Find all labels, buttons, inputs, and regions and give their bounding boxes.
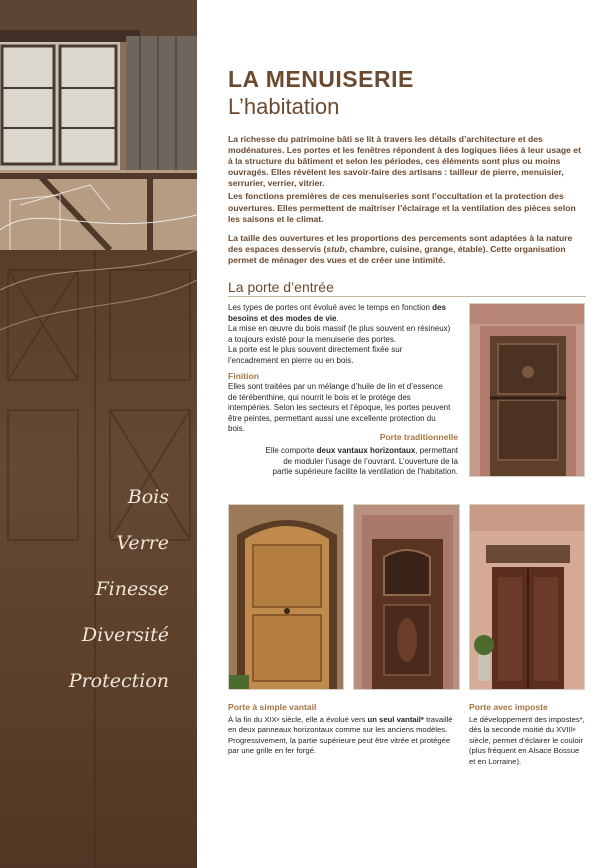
traditional-door-text: Elle comporte deux vantaux horizontaux, permettant de moduler l’usage de l’ouvrant. L’ouverture de la partie supérieure facilite la ventilation de l’habitation. — [265, 446, 458, 477]
intro-paragraph-2: Les fonctions premières de ces menuiseries sont l’occultation et la protection des ouvertures. Elles permettent de maîtriser l’éclairage et la ventilation des pièces selon les saisons et le climat. — [228, 191, 576, 224]
intro-paragraph-1: La richesse du patrimoine bâti se lit à travers les détails d’architecture et des modénatures. Les portes et les fenêtres répondent à des logiques liées à leur usage et à la structure du bâtiment et selon les périodes, ces éléments sont plus ou moins ouvragés. Elles révèlent les savoir-faire des artisans : tailleur de pierre, menuisier, serrurier, verrier, vitrier. — [228, 134, 581, 189]
keyword-bois: Bois — [127, 486, 169, 508]
page-subtitle: L’habitation — [228, 94, 340, 119]
transom-door-title: Porte avec imposte — [469, 702, 548, 712]
section-paragraph-2: La mise en œuvre du bois massif (le plus souvent en résineux) a toujours existé pour la menuiserie des portes. — [228, 324, 451, 344]
keyword-finesse: Finesse — [95, 578, 169, 600]
transom-door-text: Le développement des impostes*, dès la seconde moitié du XVIIIe siècle, permet d’éclairer le couloir (plus fréquent en Alsace Bossue et en Lorraine). — [469, 715, 585, 766]
keyword-list — [69, 482, 169, 712]
section-paragraph-3: La porte est le plus souvent directement fixée sur l’encadrement en pierre ou en bois. — [228, 345, 403, 365]
single-leaf-door-title: Porte à simple vantail — [228, 702, 317, 712]
traditional-door-title: Porte traditionnelle — [379, 432, 458, 442]
page-title: LA MENUISERIE — [228, 66, 414, 92]
traditional-door-photo — [469, 303, 585, 477]
section-paragraph-1: Les types de portes ont évolué avec le temps en fonction des besoins et des modes de vie. — [228, 303, 446, 323]
keyword-verre: Verre — [116, 532, 169, 554]
finition-text: Elles sont traitées par un mélange d’huile de lin et d’essence de térébenthine, qui nourrit le bois et le protège des intempéries. Selon les secteurs et l’époque, les portes peuvent être peintes, permettant aussi une excellente protection du bois. — [228, 382, 451, 434]
finition-title: Finition — [228, 371, 260, 381]
intro-block — [228, 134, 586, 268]
left-photo-column — [0, 0, 197, 868]
stub-term: stub — [326, 243, 345, 254]
keyword-protection: Protection — [68, 670, 169, 692]
transom-door-photo — [469, 504, 585, 690]
single-leaf-door-photo — [228, 504, 344, 690]
intro-paragraph-3: La taille des ouvertures et les proportions des percements sont adaptées à la nature des espaces desservis (stub, chambre, cuisine, grange, étable). Cette organisation permet de ménager des vues et de créer une intimité. — [228, 232, 573, 265]
single-leaf-door-text: À la fin du XIXe siècle, elle a évolué vers un seul vantail* travaillé en deux panneaux horizontaux comme sur les anciens modèles. Progressivement, la partie supérieure peut être vitrée et protégée par une grille en fer forgé. — [228, 715, 453, 756]
carved-door-photo — [353, 504, 460, 690]
half-timbered-house-photo — [0, 0, 197, 250]
keyword-diversite: Diversité — [81, 624, 169, 646]
section-title: La porte d’entrée — [228, 279, 334, 295]
section-divider — [228, 296, 586, 297]
